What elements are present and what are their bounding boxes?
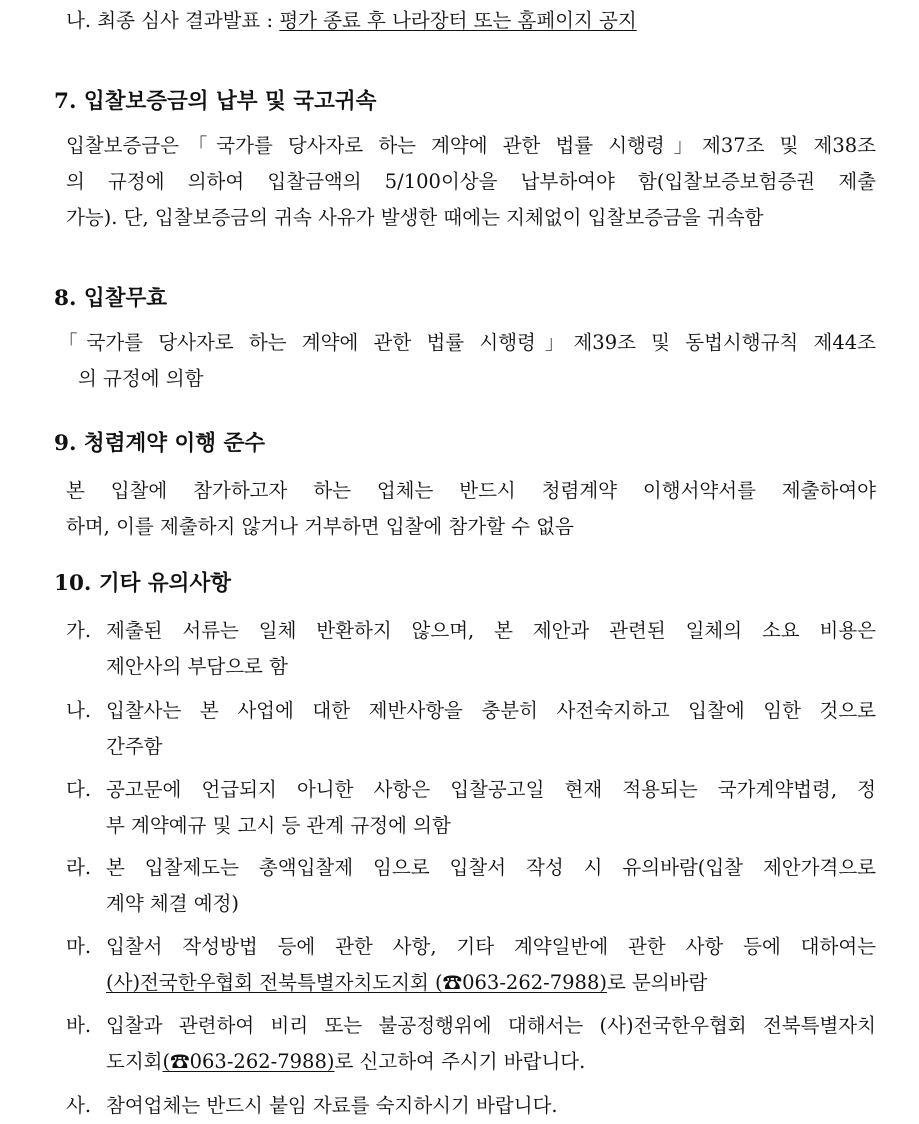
item-text-line-2 (106, 1049, 876, 1075)
list-item (66, 1093, 876, 1119)
item-text-line-2: 제안사의 부담으로 함 (106, 655, 288, 678)
item-marker: 마. (66, 935, 92, 958)
list-item (66, 855, 876, 917)
section-8-line-1: 「국가를 당사자로 하는 계약에 관한 법률 시행령」제39조 및 동법시행규칙 제44조 (58, 331, 876, 354)
item-text-line-1: 공고문에 언급되지 아니한 사항은 입찰공고일 현재 적용되는 국가계약법령, 정 (106, 778, 876, 801)
item-text-line-1: 입찰사는 본 사업에 대한 제반사항을 충분히 사전숙지하고 입찰에 임한 것으로 (106, 699, 876, 722)
section-9-line-2: 하며, 이를 제출하지 않거나 거부하면 입찰에 참가할 수 없음 (66, 515, 574, 538)
report-suffix: 로 신고하여 주시기 바랍니다. (334, 1050, 586, 1073)
section-8-line-2: 의 규정에 의함 (78, 367, 204, 390)
list-item (66, 1013, 876, 1075)
result-announcement-value: 평가 종료 후 나라장터 또는 홈페이지 공지 (279, 9, 637, 32)
item-marker: 사. (66, 1094, 92, 1117)
item-text-line-1: 참여업체는 반드시 붙임 자료를 숙지하시기 바랍니다. (106, 1094, 558, 1117)
section-7-line-1: 입찰보증금은「국가를 당사자로 하는 계약에 관한 법률 시행령」제37조 및 제38조 (66, 134, 876, 157)
item-text-line-2: 부 계약예규 및 고시 등 관계 규정에 의함 (106, 814, 451, 837)
result-announcement-line (66, 8, 637, 34)
item-text-line-1: 입찰서 작성방법 등에 관한 사항, 기타 계약일반에 관한 사항 등에 대하여는 (106, 935, 876, 958)
item-marker: 바. (66, 1014, 92, 1037)
list-item (66, 618, 876, 680)
contact-suffix: 로 문의바람 (606, 971, 708, 994)
contact-association-phone: (사)전국한우협회 전북특별자치도지회 (☎063-262-7988) (106, 971, 607, 994)
report-phone: (☎063-262-7988) (162, 1050, 335, 1073)
item-text-line-1: 입찰과 관련하여 비리 또는 불공정행위에 대해서는 (사)전국한우협회 전북특별자치 (106, 1014, 876, 1037)
list-item (66, 777, 876, 839)
list-item (66, 698, 876, 760)
section-7-line-2: 의 규정에 의하여 입찰금액의 5/100이상을 납부하여야 함(입찰보증보험증권 제출 (66, 170, 876, 193)
section-7-title: 7. 입찰보증금의 납부 및 국고귀속 (54, 89, 377, 114)
section-7-line-3: 가능). 단, 입찰보증금의 귀속 사유가 발생한 때에는 지체없이 입찰보증금을 귀속함 (66, 206, 764, 229)
item-marker: 나. (66, 699, 92, 722)
result-announcement-label: 최종 심사 결과발표 : (97, 9, 280, 32)
item-marker: 가. (66, 619, 92, 642)
item-text-line-2 (106, 970, 876, 996)
section-10-title: 10. 기타 유의사항 (54, 571, 231, 596)
item-text-line-1: 본 입찰제도는 총액입찰제 임으로 입찰서 작성 시 유의바람(입찰 제안가격으로 (106, 856, 876, 879)
item-text-line-2: 계약 체결 예정) (106, 892, 240, 915)
item-marker: 다. (66, 778, 92, 801)
contact-prefix: 도지회 (106, 1050, 163, 1073)
item-text-line-2: 간주함 (106, 735, 163, 758)
section-9-title: 9. 청렴계약 이행 준수 (54, 431, 266, 456)
item-marker: 나. (66, 9, 92, 32)
item-marker: 라. (66, 856, 92, 879)
list-item (66, 934, 876, 996)
item-text-line-1: 제출된 서류는 일체 반환하지 않으며, 본 제안과 관련된 일체의 소요 비용은 (106, 619, 876, 642)
section-9-line-1: 본 입찰에 참가하고자 하는 업체는 반드시 청렴계약 이행서약서를 제출하여야 (66, 479, 876, 502)
section-8-title: 8. 입찰무효 (54, 286, 168, 311)
